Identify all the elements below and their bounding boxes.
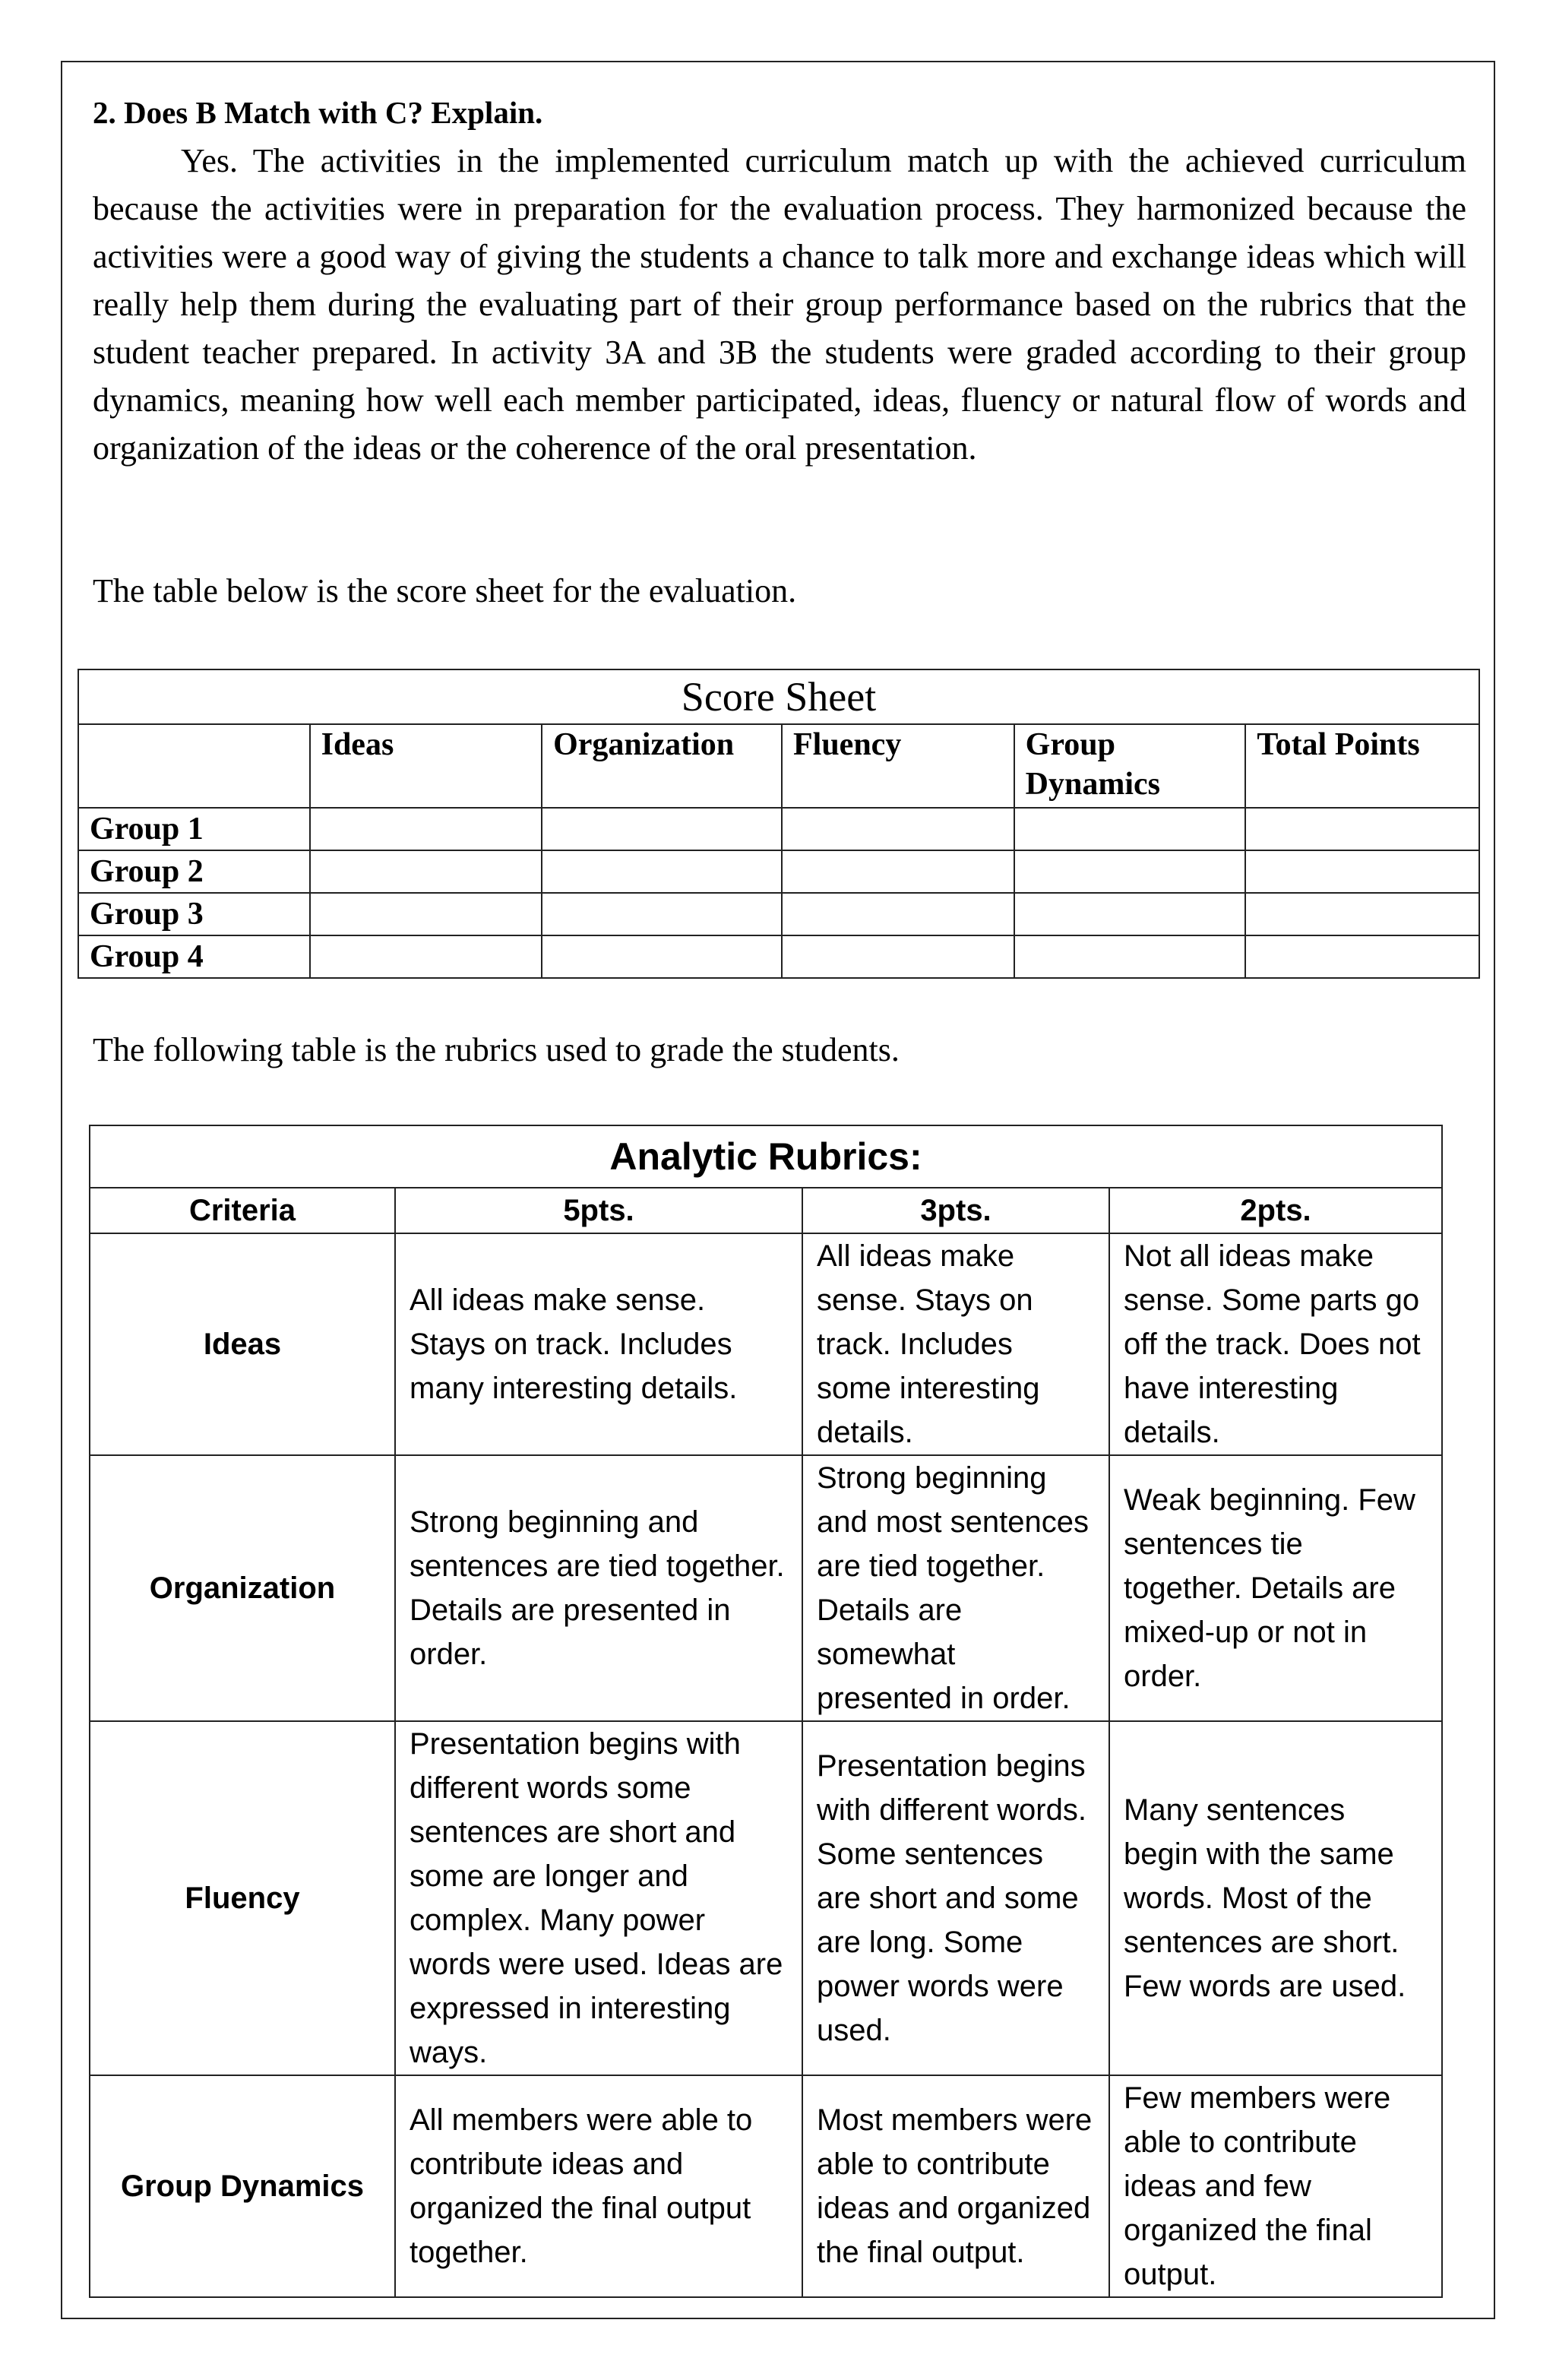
rubric-cell-2pts: Many sentences begin with the same words. Most of the sentences are short. Few words are used. (1109, 1721, 1442, 2075)
rubric-cell-2pts: Few members were able to contribute ideas and few organized the final output. (1109, 2075, 1442, 2297)
score-cell (1014, 850, 1246, 893)
score-cell (782, 808, 1014, 850)
rubric-cell-5pts: All ideas make sense. Stays on track. Includes many interesting details. (395, 1233, 802, 1455)
rubric-col-criteria: Criteria (90, 1188, 395, 1233)
score-cell (310, 850, 542, 893)
score-cell (1014, 935, 1246, 978)
score-cell (1245, 935, 1479, 978)
rubric-cell-5pts: All members were able to contribute ideas and organized the final output together. (395, 2075, 802, 2297)
rubric-cell-5pts: Presentation begins with different words some sentences are short and some are longer and complex. Many power words were used. Ideas are expressed in interesting ways. (395, 1721, 802, 2075)
score-cell (310, 893, 542, 935)
score-col-organization: Organization (542, 724, 782, 808)
criteria-label: Fluency (90, 1721, 395, 2075)
score-cell (1014, 893, 1246, 935)
score-cell (310, 808, 542, 850)
score-cell (1245, 850, 1479, 893)
rubric-col-3pts: 3pts. (802, 1188, 1109, 1233)
analytic-rubrics-table (89, 1125, 1443, 2298)
table-row (78, 850, 1479, 893)
score-col-blank (78, 724, 310, 808)
score-sheet-table (77, 669, 1480, 979)
rubrics-header-row (90, 1188, 1442, 1233)
score-cell (782, 893, 1014, 935)
table-row (90, 2075, 1442, 2297)
rubric-cell-2pts: Weak beginning. Few sentences tie together. Details are mixed-up or not in order. (1109, 1455, 1442, 1721)
score-sheet-intro: The table below is the score sheet for the evaluation. (93, 572, 797, 609)
criteria-label: Group Dynamics (90, 2075, 395, 2297)
score-sheet-header-row (78, 724, 1479, 808)
score-cell (782, 935, 1014, 978)
rubric-cell-5pts: Strong beginning and sentences are tied together. Details are presented in order. (395, 1455, 802, 1721)
answer-paragraph (93, 137, 1466, 472)
score-col-group-dynamics: Group Dynamics (1014, 724, 1246, 808)
score-cell (542, 893, 782, 935)
rubric-intro: The following table is the rubrics used to grade the students. (93, 1031, 900, 1068)
score-cell (542, 935, 782, 978)
rubric-cell-3pts: Presentation begins with different words. Some sentences are short and some are long. Some power words were used. (802, 1721, 1109, 2075)
table-row (78, 935, 1479, 978)
group-label: Group 1 (78, 808, 310, 850)
rubric-col-5pts: 5pts. (395, 1188, 802, 1233)
answer-text: Yes. The activities in the implemented curriculum match up with the achieved curriculum because the activities were in preparation for the evaluation process. They harmonized because the activities were a good way of giving the students a chance to talk more and exchange ideas which will really help them during the evaluating part of their group performance based on the rubrics that the student teacher prepared. In activity 3A and 3B the students were graded according to their group dynamics, meaning how well each member participated, ideas, fluency or natural flow of words and organization of the ideas or the coherence of the oral presentation. (93, 142, 1466, 467)
rubric-cell-3pts: Most members were able to contribute ideas and organized the final output. (802, 2075, 1109, 2297)
score-cell (542, 808, 782, 850)
rubric-cell-2pts: Not all ideas make sense. Some parts go off the track. Does not have interesting details. (1109, 1233, 1442, 1455)
rubric-cell-3pts: All ideas make sense. Stays on track. Includes some interesting details. (802, 1233, 1109, 1455)
score-col-fluency: Fluency (782, 724, 1014, 808)
table-row (90, 1721, 1442, 2075)
rubric-cell-3pts: Strong beginning and most sentences are tied together. Details are somewhat presented in order. (802, 1455, 1109, 1721)
criteria-label: Organization (90, 1455, 395, 1721)
score-col-ideas: Ideas (310, 724, 542, 808)
score-cell (1014, 808, 1246, 850)
group-label: Group 3 (78, 893, 310, 935)
score-cell (310, 935, 542, 978)
score-cell (782, 850, 1014, 893)
score-cell (1245, 893, 1479, 935)
table-row (78, 808, 1479, 850)
criteria-label: Ideas (90, 1233, 395, 1455)
table-row (78, 893, 1479, 935)
rubrics-title: Analytic Rubrics: (90, 1125, 1442, 1188)
group-label: Group 2 (78, 850, 310, 893)
score-sheet-title: Score Sheet (78, 669, 1479, 724)
score-col-total-points: Total Points (1245, 724, 1479, 808)
table-row (90, 1233, 1442, 1455)
group-label: Group 4 (78, 935, 310, 978)
table-row (90, 1455, 1442, 1721)
score-cell (1245, 808, 1479, 850)
rubric-col-2pts: 2pts. (1109, 1188, 1442, 1233)
question-heading: 2. Does B Match with C? Explain. (93, 95, 543, 130)
score-cell (542, 850, 782, 893)
